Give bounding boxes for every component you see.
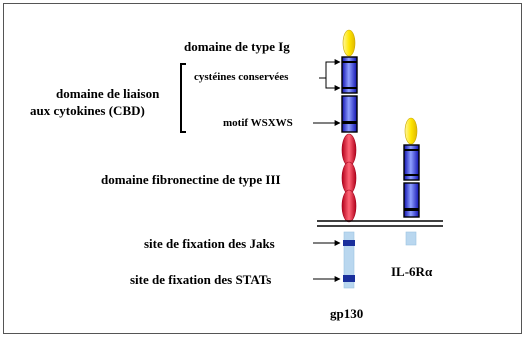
stat-binding-site [343,275,355,282]
label-jak-site: site de fixation des Jaks [144,236,275,251]
label-stat-site: site de fixation des STATs [130,272,272,287]
il6r-cytoplasmic-tail [406,232,416,245]
label-ig-domain: domaine de type Ig [184,39,290,54]
label-wsxws: motif WSXWS [223,117,293,129]
gp130-fibronectin-1 [342,134,356,166]
cysteine-arrows [319,62,340,88]
label-cbd-line2: aux cytokines (CBD) [30,103,145,118]
il6r-ig-domain [405,118,417,144]
gp130-cbd-lower [342,96,357,132]
gp130-ig-domain [343,30,355,56]
gp130-fibronectin-2 [342,162,356,194]
gp130-cbd-upper [342,57,357,93]
label-cbd-line1: domaine de liaison [56,86,160,101]
jak-binding-site [343,240,355,246]
il6r-cbd-lower [404,183,419,217]
label-fibronectin: domaine fibronectine de type III [101,172,281,187]
il6r-cbd-upper [404,145,419,180]
label-il6r: IL-6Rα [391,264,433,279]
cbd-bracket [181,64,186,132]
label-conserved-cysteines: cystéines conservées [194,71,289,83]
gp130-fibronectin-3 [342,190,356,222]
label-gp130: gp130 [330,306,364,321]
